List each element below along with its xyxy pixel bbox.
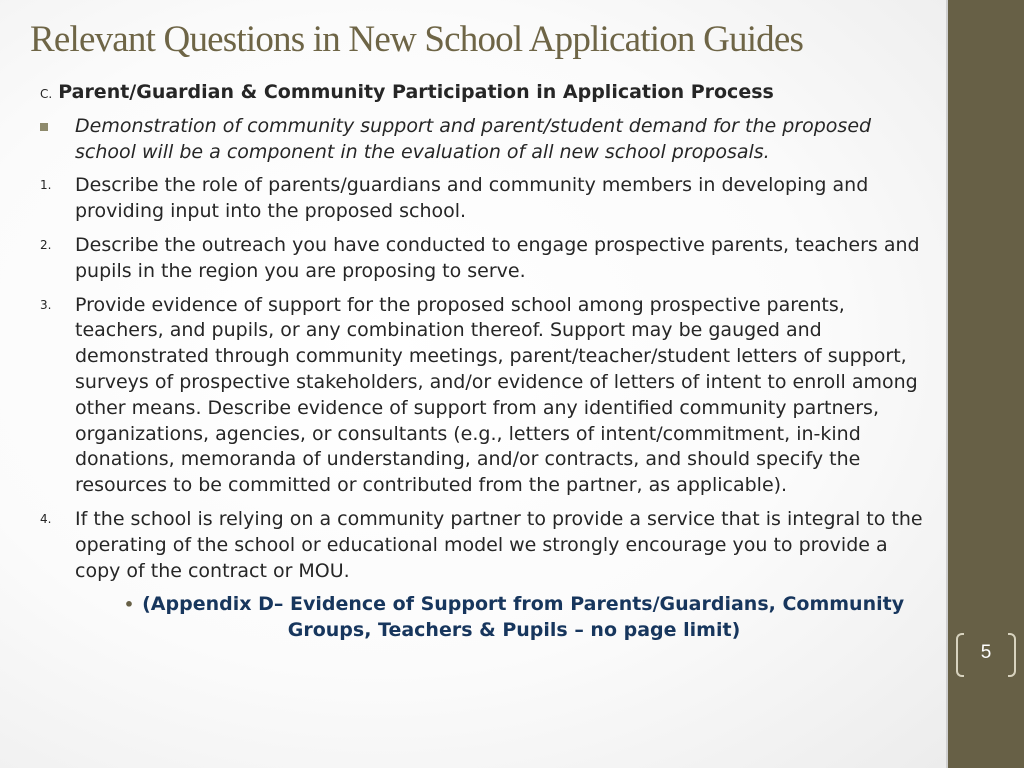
list-item-2	[40, 233, 928, 285]
list-marker: 1.	[40, 178, 52, 193]
square-bullet-icon	[40, 123, 48, 131]
section-heading	[40, 80, 928, 108]
list-marker: 4.	[40, 511, 52, 526]
slide-content	[40, 80, 928, 644]
slide-title: Relevant Questions in New School Application Guides	[30, 19, 804, 60]
list-marker: 3.	[40, 297, 52, 312]
section-heading-text: Parent/Guardian & Community Participation in Application Process	[58, 81, 774, 103]
right-bracket-icon	[1008, 633, 1016, 677]
page-number-badge	[956, 633, 1016, 677]
list-item-3	[40, 293, 928, 499]
list-item-1	[40, 173, 928, 225]
dot-bullet-icon: •	[123, 595, 135, 615]
list-item-text: Describe the outreach you have conducted to engage prospective parents, teachers and pupils in the region you are proposing to serve.	[75, 233, 920, 282]
list-item-text: Describe the role of parents/guardians and community members in developing and providing input into the proposed school.	[75, 174, 869, 223]
list-item-text: If the school is relying on a community partner to provide a service that is integral to the operating of the school or educational model we strongly encourage you to provide a copy of the contract or MOU.	[75, 507, 923, 582]
appendix-note	[40, 592, 928, 644]
intro-text: Demonstration of community support and parent/student demand for the proposed school will be a component in the evaluation of all new school proposals.	[75, 114, 872, 163]
section-marker: C.	[40, 87, 53, 101]
list-marker: 2.	[40, 237, 52, 252]
list-item-text: Provide evidence of support for the proposed school among prospective parents, teachers, and pupils, or any combination thereof. Support may be gauged and demonstrated through community meetings, parent/teacher/student letters of support, surveys of prospective stakeholders, and/or evidence of letters of intent to enroll among other means. Describe evidence of support from any identified community partners, organizations, agencies, or consultants (e.g., letters of intent/commitment, in-kind donations, memoranda of understanding, and/or contracts, and should specify the resources to be committed or contributed from the partner, as applicable).	[75, 293, 918, 497]
list-item-4	[40, 507, 928, 584]
appendix-text: (Appendix D– Evidence of Support from Parents/Guardians, Community Groups, Teachers & Pupils – no page limit)	[142, 593, 905, 642]
page-number: 5	[980, 642, 992, 663]
intro-item	[40, 114, 928, 166]
